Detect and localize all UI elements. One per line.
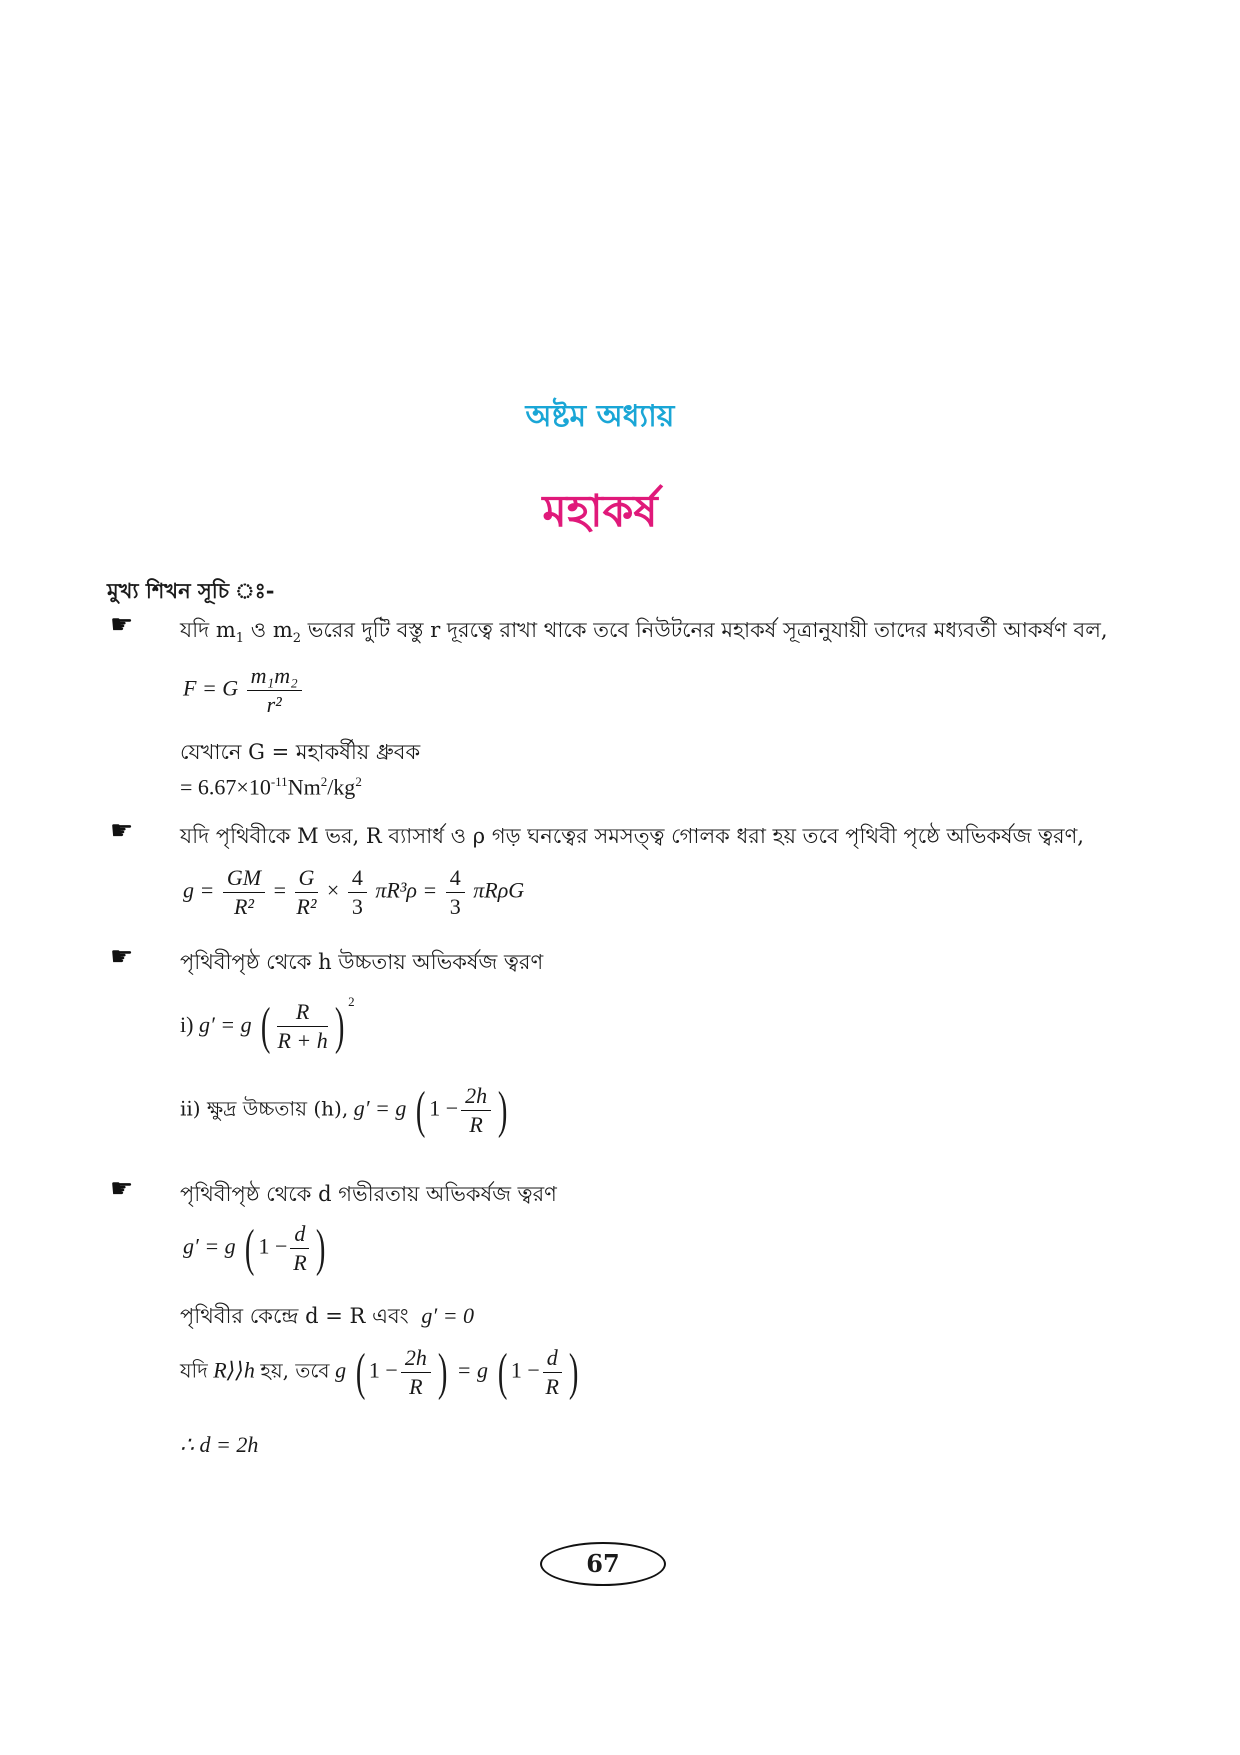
height-gravity-formula: i) g′ = g ( $\frac{R}{R + h}$ ) $^2$ xyxy=(180,994,355,1055)
pointing-hand-icon: ☛ xyxy=(110,610,134,640)
page-number: 67 xyxy=(540,1542,666,1586)
pointing-hand-icon: ☛ xyxy=(110,1174,134,1204)
center-condition: পৃথিবীর কেন্দ্রে d = R এবং g′ = 0 xyxy=(180,1303,475,1328)
page-title: মহাকর্ষ xyxy=(542,486,658,537)
depth-gravity-formula: g′ = g ( 1 − $\frac{d}{R}$ ) xyxy=(183,1219,326,1277)
small-height-gravity-formula: ii) ক্ষুদ্র উচ্চতায় (h), g′ = g ( 1 − $\frac{2h}{R}$ ) xyxy=(180,1081,508,1139)
pointing-hand-icon: ☛ xyxy=(110,942,134,972)
bullet-4-text: পৃথিবীপৃষ্ঠ থেকে d গভীরতায় অভিকর্ষজ ত্বরণ xyxy=(180,1182,557,1206)
surface-gravity-formula: g = $\frac{GM}{\text{R²}}$ = $\frac{G}{\text{R²}}$ × $\frac{4}{3}$ πR³ρ = $\frac{4}{3}$ πRρG xyxy=(183,865,525,920)
gravitation-formula: F = G $\frac{\text{m₁m₂}}{\text{r²}}$ xyxy=(183,664,305,717)
section-heading: মুখ্য শিখন সূচি ঃ- xyxy=(107,578,275,603)
bullet-2-text: যদি পৃথিবীকে M ভর, R ব্যাসার্ধ ও ρ গড় ঘনত্বের সমসত্ত্ব গোলক ধরা হয় তবে পৃথিবী পৃষ্ঠে অভিকর্ষজ ত্বরণ, xyxy=(180,824,1084,848)
conclusion: ∴ d = 2h xyxy=(180,1432,259,1457)
pointing-hand-icon: ☛ xyxy=(110,816,134,846)
bullet-3-text: পৃথিবীপৃষ্ঠ থেকে h উচ্চতায় অভিকর্ষজ ত্বরণ xyxy=(180,950,544,974)
bullet-1-text: যদি $m_1$ ও $m_2$ ভরের দুটি বস্তু r দূরত্বে রাখা থাকে তবে নিউটনের মহাকর্ষ সূত্রানুযায়ী তাদের মধ্যবর্তী আকর্ষণ বল, xyxy=(180,618,1108,647)
constant-definition: যেখানে G = মহাকর্ষীয় ধ্রুবক xyxy=(180,740,421,764)
chapter-heading: অষ্টম অধ্যায় xyxy=(525,399,675,434)
constant-value: = $6.67\times 10^{-11}Nm^2/kg^2$ xyxy=(180,774,362,800)
depth-height-relation: যদি R⟩⟩h হয়, তবে g ( 1 − $\frac{2h}{R}$ ) = g ( 1 − $\frac{d}{R}$ ) xyxy=(180,1343,579,1401)
